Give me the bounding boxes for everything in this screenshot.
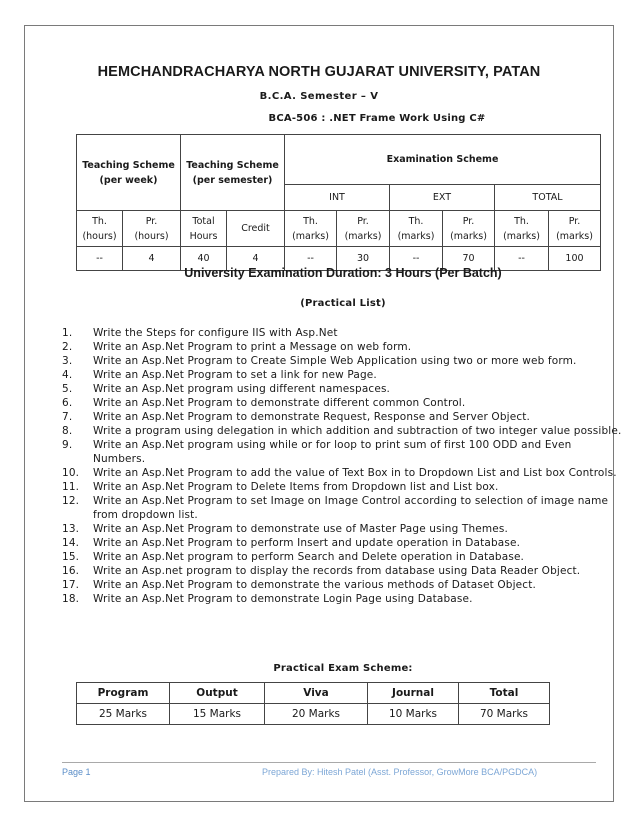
item-number: 7. bbox=[62, 411, 73, 423]
item-number: 5. bbox=[62, 383, 73, 395]
subheader-cell: Pr. (marks) bbox=[443, 211, 495, 247]
value-cell: -- bbox=[77, 247, 123, 271]
list-item bbox=[62, 592, 622, 606]
list-item bbox=[62, 564, 622, 578]
subheader-cell: Pr. (marks) bbox=[549, 211, 601, 247]
subheader-cell: Th. (marks) bbox=[495, 211, 549, 247]
exam-value-cell: 10 Marks bbox=[368, 704, 459, 725]
item-text: Write an Asp.Net program to perform Search and Delete operation in Database. bbox=[93, 551, 525, 563]
item-text: Write an Asp.net program to display the records from database using Data Reader Object. bbox=[93, 565, 581, 577]
exam-value-cell: 25 Marks bbox=[77, 704, 170, 725]
value-cell: 100 bbox=[549, 247, 601, 271]
teaching-scheme-week-header: Teaching Scheme (per week) bbox=[77, 135, 181, 211]
item-number: 3. bbox=[62, 355, 73, 367]
item-text: Write an Asp.Net Program to perform Insert and update operation in Database. bbox=[93, 537, 521, 549]
item-text: Write an Asp.Net program using while or for loop to print sum of first 100 ODD and Even Numbers. bbox=[93, 439, 572, 465]
list-item bbox=[62, 368, 622, 382]
subheader-cell: Th. (marks) bbox=[285, 211, 337, 247]
item-text: Write an Asp.Net Program to add the value of Text Box in to Dropdown List and List box Controls. bbox=[93, 467, 617, 479]
subheader-cell: Th. (hours) bbox=[77, 211, 123, 247]
item-number: 13. bbox=[62, 523, 80, 535]
item-number: 8. bbox=[62, 425, 73, 437]
item-number: 2. bbox=[62, 341, 73, 353]
exam-header-cell: Total bbox=[459, 683, 550, 704]
item-number: 6. bbox=[62, 397, 73, 409]
item-number: 10. bbox=[62, 467, 80, 479]
item-number: 11. bbox=[62, 481, 80, 493]
list-item bbox=[62, 494, 622, 522]
int-header: INT bbox=[285, 185, 390, 211]
exam-header-cell: Journal bbox=[368, 683, 459, 704]
item-text: Write an Asp.Net Program to demonstrate Login Page using Database. bbox=[93, 593, 473, 605]
exam-duration-heading: University Examination Duration: 3 Hours (Per Batch) bbox=[184, 266, 502, 280]
footer-page-number: Page 1 bbox=[62, 767, 91, 777]
exam-values-row bbox=[77, 704, 550, 725]
teaching-exam-scheme-table bbox=[76, 134, 601, 271]
value-cell: 4 bbox=[123, 247, 181, 271]
list-item bbox=[62, 382, 622, 396]
subheader-cell: Th. (marks) bbox=[390, 211, 443, 247]
list-item bbox=[62, 326, 622, 340]
item-number: 1. bbox=[62, 327, 73, 339]
item-number: 16. bbox=[62, 565, 80, 577]
list-item bbox=[62, 578, 622, 592]
item-number: 14. bbox=[62, 537, 80, 549]
item-text: Write the Steps for configure IIS with Asp.Net bbox=[93, 327, 338, 339]
value-cell: -- bbox=[390, 247, 443, 271]
list-item bbox=[62, 424, 622, 438]
teaching-scheme-semester-header: Teaching Scheme (per semester) bbox=[181, 135, 285, 211]
value-cell: 30 bbox=[337, 247, 390, 271]
exam-header-cell: Output bbox=[170, 683, 265, 704]
subheader-cell: Pr. (hours) bbox=[123, 211, 181, 247]
list-item bbox=[62, 410, 622, 424]
list-item bbox=[62, 522, 622, 536]
item-number: 17. bbox=[62, 579, 80, 591]
value-cell: -- bbox=[285, 247, 337, 271]
item-text: Write an Asp.Net Program to print a Message on web form. bbox=[93, 341, 412, 353]
item-text: Write an Asp.Net Program to demonstrate the various methods of Dataset Object. bbox=[93, 579, 536, 591]
list-item bbox=[62, 466, 622, 480]
value-cell: 70 bbox=[443, 247, 495, 271]
exam-value-cell: 20 Marks bbox=[265, 704, 368, 725]
exam-value-cell: 15 Marks bbox=[170, 704, 265, 725]
subheader-cell: Pr. (marks) bbox=[337, 211, 390, 247]
list-item bbox=[62, 480, 622, 494]
list-item bbox=[62, 354, 622, 368]
item-number: 15. bbox=[62, 551, 80, 563]
practical-list bbox=[62, 326, 622, 606]
item-number: 18. bbox=[62, 593, 80, 605]
footer-divider bbox=[62, 762, 596, 763]
ext-header: EXT bbox=[390, 185, 495, 211]
university-title: HEMCHANDRACHARYA NORTH GUJARAT UNIVERSITY, PATAN bbox=[97, 64, 541, 80]
item-text: Write a program using delegation in which addition and subtraction of two integer value possible. bbox=[93, 425, 622, 437]
subject-line: BCA-506 : .NET Frame Work Using C# bbox=[268, 113, 486, 124]
list-item bbox=[62, 396, 622, 410]
item-text: Write an Asp.Net Program to Create Simple Web Application using two or more web form. bbox=[93, 355, 577, 367]
subheader-cell: Total Hours bbox=[181, 211, 227, 247]
exam-header-row bbox=[77, 683, 550, 704]
examination-scheme-header: Examination Scheme bbox=[285, 135, 601, 185]
total-header: TOTAL bbox=[495, 185, 601, 211]
footer-credit: Prepared By: Hitesh Patel (Asst. Professor, GrowMore BCA/PGDCA) bbox=[262, 767, 538, 777]
scheme-subheader-row bbox=[77, 211, 601, 247]
item-text: Write an Asp.Net Program to Delete Items from Dropdown list and List box. bbox=[93, 481, 499, 493]
item-text: Write an Asp.Net Program to demonstrate Request, Response and Server Object. bbox=[93, 411, 531, 423]
item-text: Write an Asp.Net Program to set a link for new Page. bbox=[93, 369, 377, 381]
value-cell: 40 bbox=[181, 247, 227, 271]
list-item bbox=[62, 438, 622, 466]
value-cell: 4 bbox=[227, 247, 285, 271]
item-text: Write an Asp.Net program using different namespaces. bbox=[93, 383, 391, 395]
item-number: 9. bbox=[62, 439, 73, 451]
value-cell: -- bbox=[495, 247, 549, 271]
practical-exam-scheme-heading: Practical Exam Scheme: bbox=[273, 663, 413, 674]
item-text: Write an Asp.Net Program to demonstrate use of Master Page using Themes. bbox=[93, 523, 508, 535]
item-text: Write an Asp.Net Program to set Image on Image Control according to selection of image name from dropdown list. bbox=[93, 495, 609, 521]
item-number: 4. bbox=[62, 369, 73, 381]
list-item bbox=[62, 536, 622, 550]
semester-line: B.C.A. Semester – V bbox=[259, 91, 379, 102]
exam-value-cell: 70 Marks bbox=[459, 704, 550, 725]
exam-header-cell: Viva bbox=[265, 683, 368, 704]
list-item bbox=[62, 340, 622, 354]
practical-exam-scheme-table bbox=[76, 682, 550, 725]
exam-header-cell: Program bbox=[77, 683, 170, 704]
list-item bbox=[62, 550, 622, 564]
subheader-cell: Credit bbox=[227, 211, 285, 247]
item-text: Write an Asp.Net Program to demonstrate different common Control. bbox=[93, 397, 466, 409]
item-number: 12. bbox=[62, 495, 80, 507]
practical-list-heading: (Practical List) bbox=[300, 298, 386, 309]
